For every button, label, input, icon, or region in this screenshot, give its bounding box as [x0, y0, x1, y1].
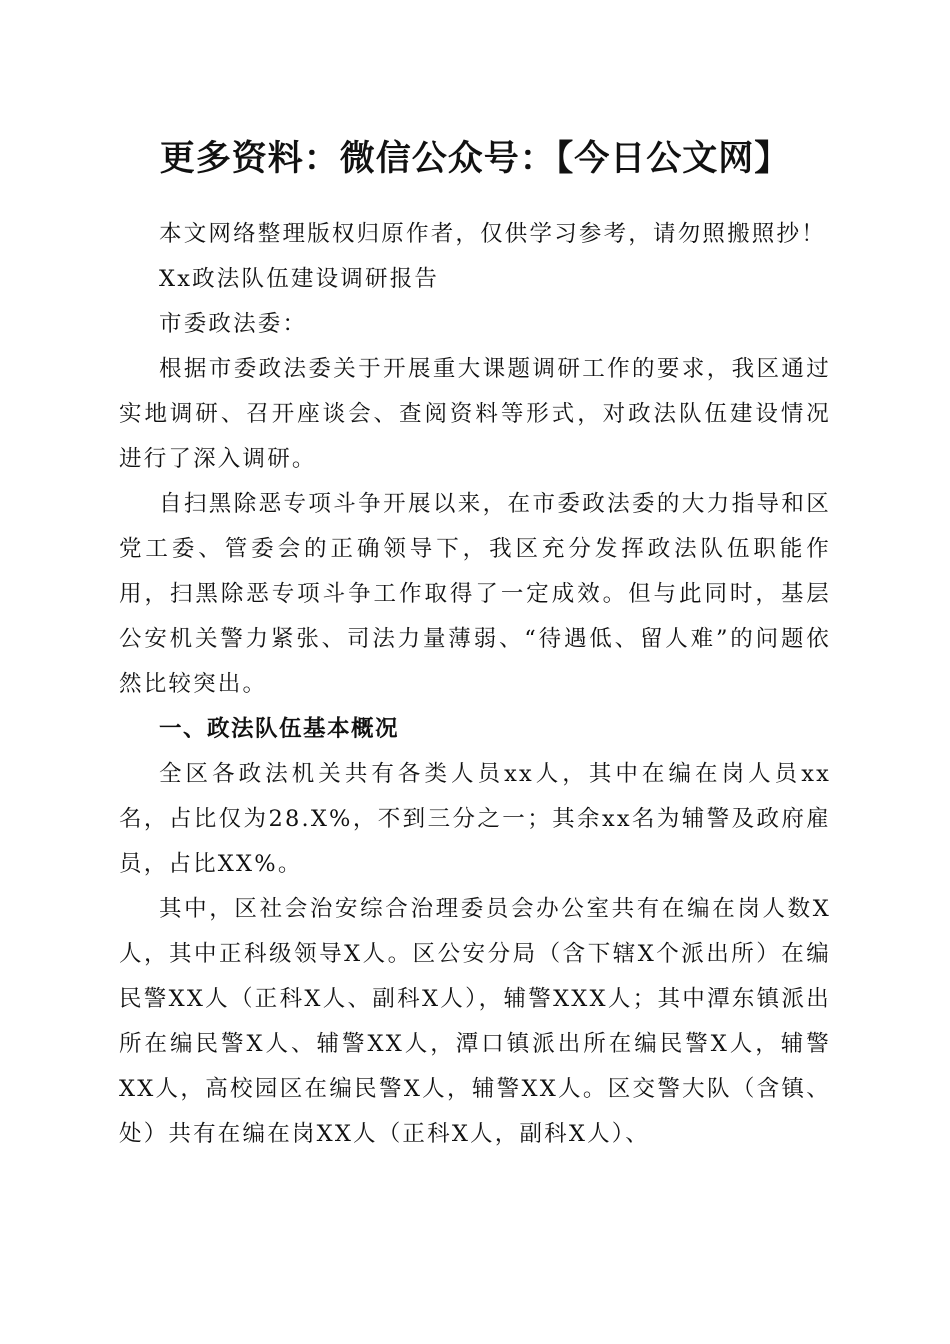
paragraph: 根据市委政法委关于开展重大课题调研工作的要求，我区通过实地调研、召开座谈会、查阅资料等形式，对政法队伍建设情况进行了深入调研。	[119, 356, 831, 472]
paragraph: 其中，区社会治安综合治理委员会办公室共有在编在岗人数X人，其中正科级领导X人。区公安分局（含下辖X个派出所）在编民警XX人（正科X人、副科X人），辅警XXX人；其中潭东镇派出所在编民警X人、辅警XX人，潭口镇派出所在编民警X人，辅警XX人，高校园区在编民警X人，辅警XX人。区交警大队（含镇、处）共有在编在岗XX人（正科X人，副科X人）、	[119, 896, 831, 1147]
header-title: 更多资料：微信公众号：【今日公文网】	[159, 138, 791, 179]
paragraph: 全区各政法机关共有各类人员xx人，其中在编在岗人员xx名，占比仅为28.X%，不到三分之一；其余xx名为辅警及政府雇员，占比XX%。	[119, 761, 831, 877]
section-heading: 一、政法队伍基本概况	[159, 716, 400, 742]
salutation: 市委政法委：	[159, 311, 308, 337]
disclaimer-text: 本文网络整理版权归原作者，仅供学习参考，请勿照搬照抄！	[159, 221, 826, 247]
paragraph: 自扫黑除恶专项斗争开展以来，在市委政法委的大力指导和区党工委、管委会的正确领导下，我区充分发挥政法队伍职能作用，扫黑除恶专项斗争工作取得了一定成效。但与此同时，基层公安机关警力紧张、司法力量薄弱、“待遇低、留人难”的问题依然比较突出。	[119, 491, 831, 697]
document-title: Xx政法队伍建设调研报告	[159, 266, 440, 292]
document-body	[119, 212, 831, 1157]
